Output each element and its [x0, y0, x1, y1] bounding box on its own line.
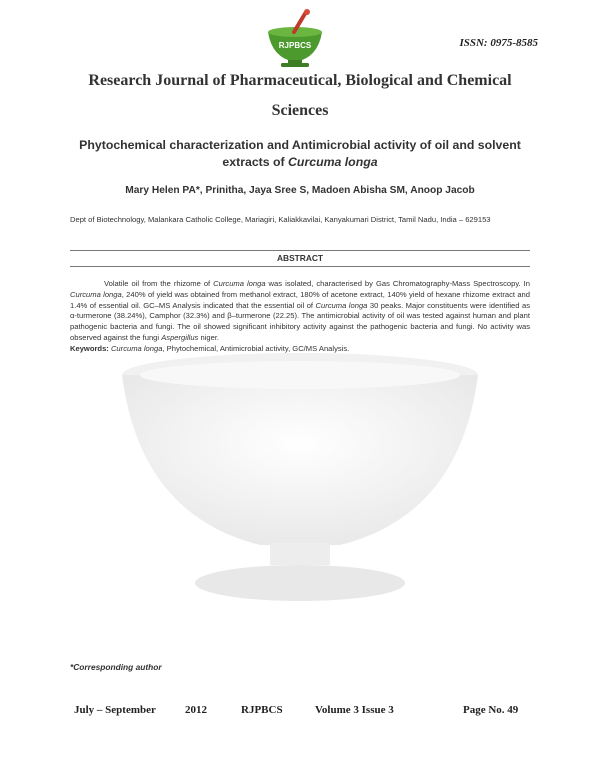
article-title-prefix: extracts of [222, 155, 289, 169]
article-title-line1: Phytochemical characterization and Antimicrobial activity of oil and solvent [79, 138, 521, 152]
footer-page-number: Page No. 49 [463, 704, 519, 716]
corresponding-author-note: *Corresponding author [70, 662, 162, 672]
article-title [70, 137, 530, 171]
abstract-text: 30 peaks. Major constituents were identified as α-turmerone (38.24%), Camphor (32.3%) and β–turmerone (22.25). The antimicrobial activity of oil was tested against human and plant pathogenic bacteria and fungi. The oil showed significant inhibitory activity against the pathogenic bacteria and fungi. No activity was observed against the fungi [70, 300, 530, 342]
rjpbcs-logo [264, 8, 326, 68]
keywords-species: Curcuma longa [110, 343, 163, 353]
journal-title-line1: Research Journal of Pharmaceutical, Biological and Chemical [88, 72, 512, 89]
mortar-pestle-watermark [120, 345, 480, 605]
abstract-rule-bottom [70, 266, 530, 267]
article-title-line2 [70, 154, 530, 171]
article-title-species: Curcuma longa [288, 155, 378, 169]
abstract-rule-top [70, 250, 530, 251]
footer-year: 2012 [185, 704, 207, 716]
footer-journal: RJPBCS [241, 704, 283, 716]
affiliation: Dept of Biotechnology, Malankara Catholic College, Mariagiri, Kaliakkavilai, Kanyakumari District, Tamil Nadu, India – 629153 [70, 215, 491, 224]
issn: ISSN: 0975-8585 [459, 37, 538, 49]
journal-title-line2: Sciences [271, 102, 329, 119]
abstract-text: was isolated, characterised by Gas Chromatography-Mass Spectroscopy. In [265, 279, 530, 288]
abstract-genus: Aspergillus [161, 332, 199, 342]
footer-period: July – September [74, 704, 156, 716]
abstract-body [70, 279, 530, 355]
abstract-species: Curcuma longa [315, 300, 368, 310]
abstract-text: Volatile oil from the rhizome of [104, 279, 214, 288]
abstract-heading: ABSTRACT [276, 253, 324, 263]
abstract-text: , 240% of yield was obtained from methanol extract, 180% of acetone extract, 140% yield of hexane rhizome extract and 1.4% of essential oil. GC–MS Analysis indicated that the essential oil of [70, 289, 531, 310]
abstract-paragraph [70, 279, 530, 344]
page-footer [0, 704, 600, 720]
abstract-species: Curcuma longa [70, 289, 122, 299]
abstract-species: Curcuma longa [213, 279, 266, 288]
abstract-text: niger. [198, 332, 220, 342]
logo-text: RJPBCS [278, 41, 312, 50]
footer-volume: Volume 3 Issue 3 [315, 704, 394, 716]
keywords [70, 344, 530, 355]
keywords-rest: , Phytochemical, Antimicrobial activity, GC/MS Analysis. [162, 343, 350, 353]
keywords-label: Keywords: [70, 343, 109, 353]
authors: Mary Helen PA*, Prinitha, Jaya Sree S, Madoen Abisha SM, Anoop Jacob [125, 185, 475, 196]
journal-title [70, 66, 530, 126]
